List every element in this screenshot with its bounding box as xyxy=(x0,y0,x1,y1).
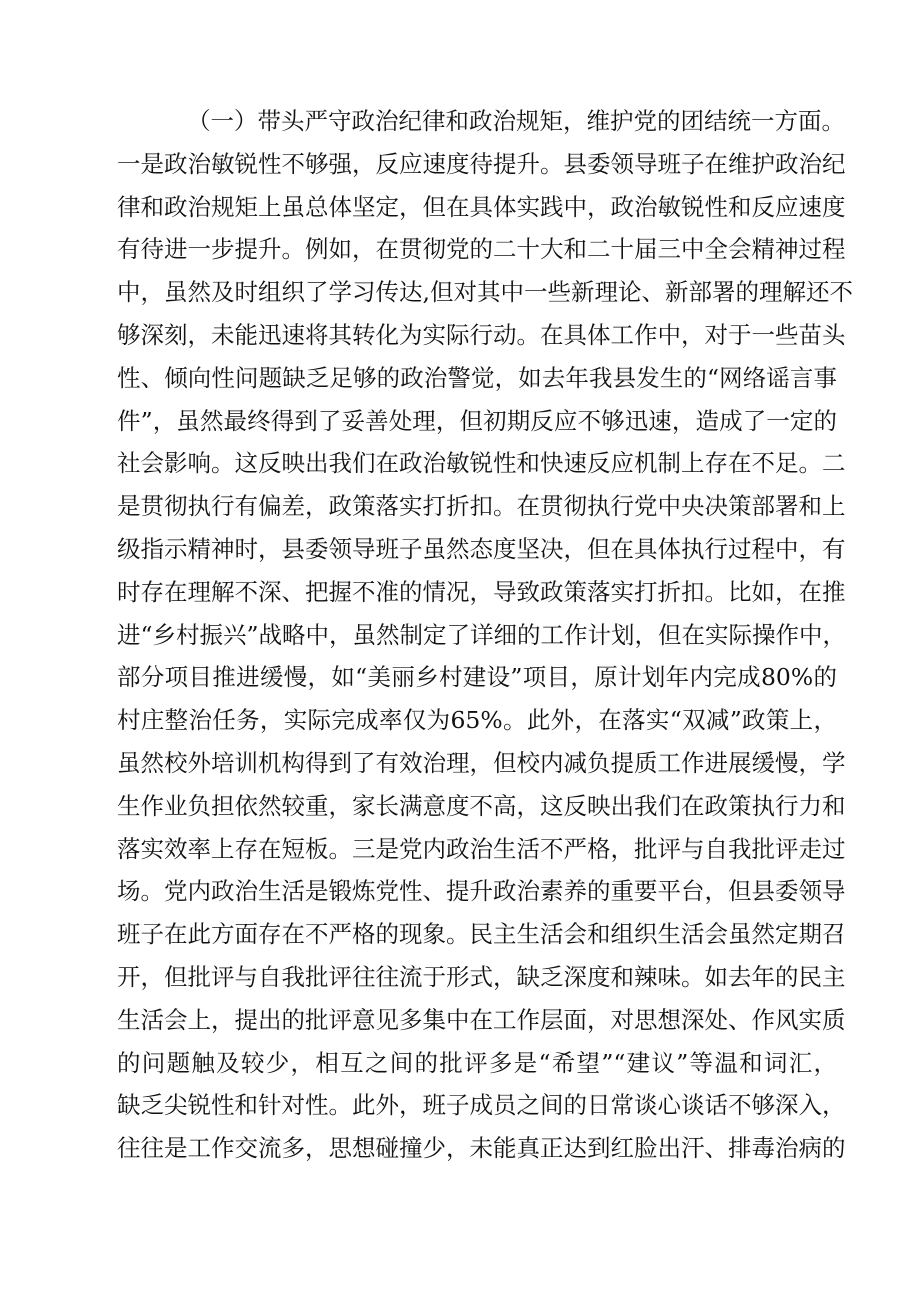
body-line: 虽然校外培训机构得到了有效治理，但校内减负提质工作进展缓慢，学 xyxy=(117,748,846,777)
body-line: 性、倾向性问题缺乏足够的政治警觉，如去年我县发生的“网络谣言事 xyxy=(117,363,837,392)
body-line: 生活会上，提出的批评意见多集中在工作层面，对思想深处、作风实质 xyxy=(117,1005,846,1034)
body-line: 部分项目推进缓慢，如“美丽乡村建设”项目，原计划年内完成80%的 xyxy=(117,663,837,692)
body-line: 中，虽然及时组织了学习传达,但对其中一些新理论、新部署的理解还不 xyxy=(117,278,853,307)
body-line: 级指示精神时，县委领导班子虽然态度坚决，但在具体执行过程中，有 xyxy=(117,534,846,563)
document-body xyxy=(117,100,853,1170)
body-line: 往往是工作交流多，思想碰撞少，未能真正达到红脸出汗、排毒治病的 xyxy=(117,1134,846,1163)
body-line: 够深刻，未能迅速将其转化为实际行动。在具体工作中，对于一些苗头 xyxy=(117,320,846,349)
body-line: 缺乏尖锐性和针对性。此外，班子成员之间的日常谈心谈话不够深入， xyxy=(117,1091,846,1120)
section-heading-line: （一）带头严守政治纪律和政治规矩，维护党的团结统一方面。 xyxy=(187,107,845,135)
body-line: 律和政治规矩上虽总体坚定，但在具体实践中，政治敏锐性和反应速度 xyxy=(117,192,846,221)
body-line: 村庄整治任务，实际完成率仅为65%。此外，在落实“双减”政策上， xyxy=(117,706,837,735)
body-line: 一是政治敏锐性不够强，反应速度待提升。县委领导班子在维护政治纪 xyxy=(117,149,846,178)
body-line: 时存在理解不深、把握不准的情况，导致政策落实打折扣。比如，在推 xyxy=(117,577,846,606)
body-line: 生作业负担依然较重，家长满意度不高，这反映出我们在政策执行力和 xyxy=(117,791,846,820)
body-line: 班子在此方面存在不严格的现象。民主生活会和组织生活会虽然定期召 xyxy=(117,920,846,949)
body-line: 件”，虽然最终得到了妥善处理，但初期反应不够迅速，造成了一定的 xyxy=(117,406,837,435)
body-line: 开，但批评与自我批评往往流于形式，缺乏深度和辣味。如去年的民主 xyxy=(117,962,846,991)
body-line: 进“乡村振兴”战略中，虽然制定了详细的工作计划，但在实际操作中， xyxy=(117,620,847,649)
body-line: 社会影响。这反映出我们在政治敏锐性和快速反应机制上存在不足。二 xyxy=(117,449,846,478)
body-line: 是贯彻执行有偏差，政策落实打折扣。在贯彻执行党中央决策部署和上 xyxy=(117,492,846,521)
body-line: 落实效率上存在短板。三是党内政治生活不严格，批评与自我批评走过 xyxy=(117,834,846,863)
body-line: 场。党内政治生活是锻炼党性、提升政治素养的重要平台，但县委领导 xyxy=(117,877,846,906)
body-line: 有待进一步提升。例如，在贯彻党的二十大和二十届三中全会精神过程 xyxy=(117,235,846,264)
body-line: 的问题触及较少，相互之间的批评多是“希望”“建议”等温和词汇， xyxy=(117,1048,837,1077)
